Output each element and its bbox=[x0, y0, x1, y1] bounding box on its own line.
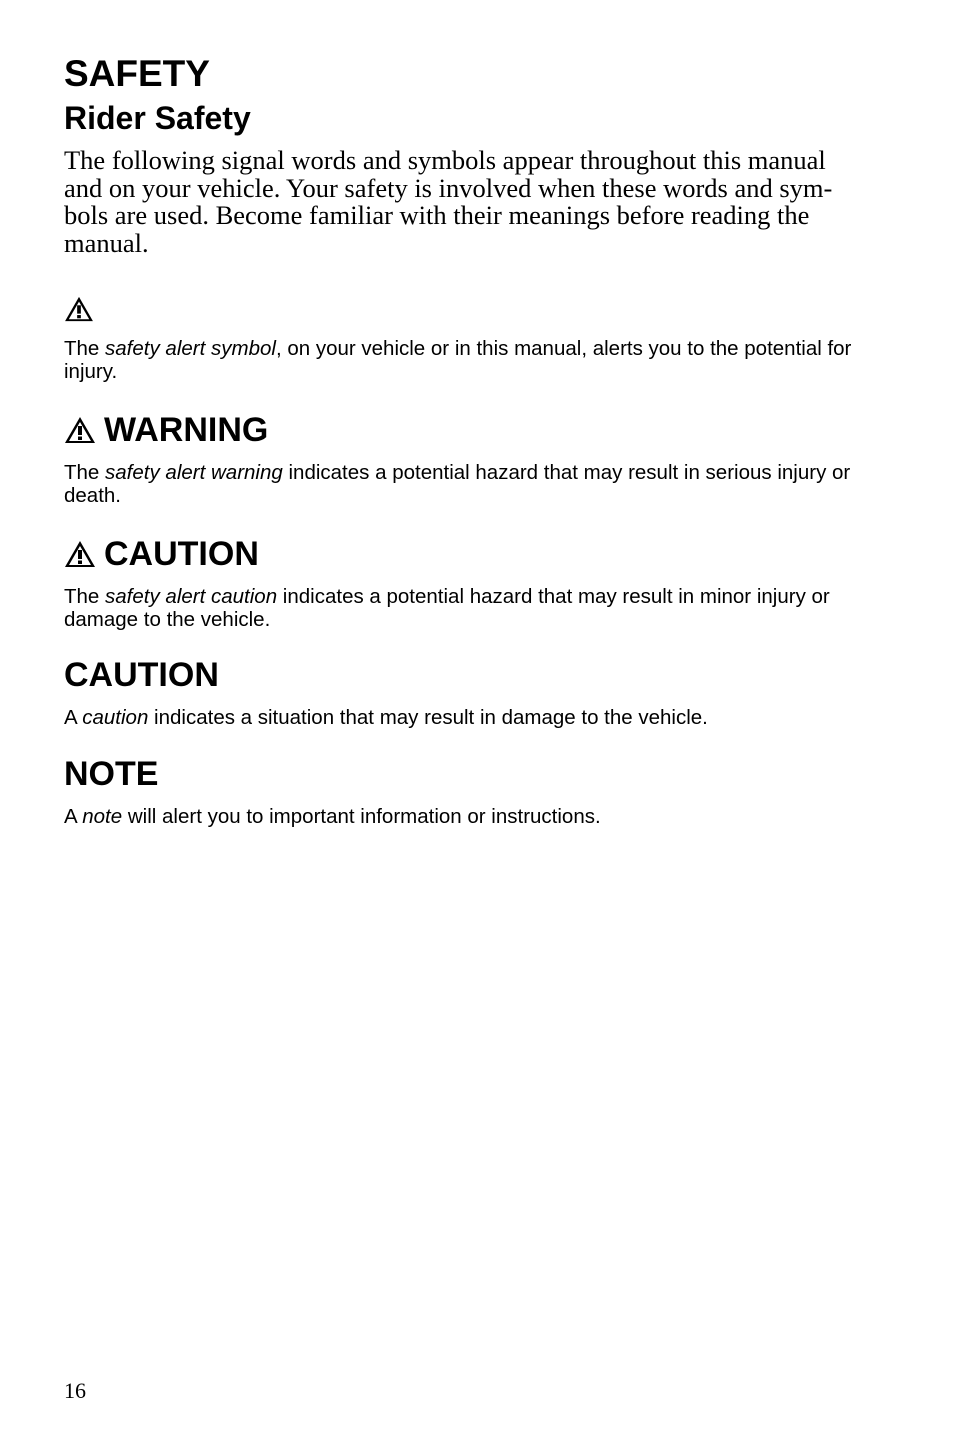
page-number: 16 bbox=[64, 1378, 86, 1403]
caution-pre: A bbox=[64, 706, 83, 729]
section-title: Rider Safety bbox=[64, 100, 251, 136]
warning-triangle-icon bbox=[64, 540, 96, 568]
note-description bbox=[64, 805, 864, 828]
caution-term: caution bbox=[82, 706, 149, 729]
caution-alert-pre: The bbox=[64, 585, 106, 608]
note-pre: A bbox=[64, 805, 83, 828]
caution-heading bbox=[64, 656, 219, 694]
caution-alert-term: safety alert caution bbox=[105, 585, 278, 608]
warning-pre: The bbox=[64, 461, 106, 484]
caution-alert-post: indicates a potential hazard that may result in minor injury or damage to the vehicle. bbox=[64, 585, 830, 631]
note-heading-label: NOTE bbox=[64, 755, 159, 793]
warning-triangle-icon bbox=[64, 296, 94, 322]
warning-triangle-icon bbox=[64, 416, 96, 444]
intro-paragraph: The following signal words and symbols appear throughout this manual and on your vehicle. Your safety is involved when these words and sym-bols are used. Become familiar with their meanings before reading the manual. bbox=[64, 145, 833, 258]
note-heading bbox=[64, 755, 158, 793]
alert-symbol-pre: The bbox=[64, 337, 106, 360]
alert-symbol-term: safety alert symbol bbox=[105, 337, 276, 360]
caution-description bbox=[64, 706, 864, 729]
alert-symbol-post: , on your vehicle or in this manual, alerts you to the potential for injury. bbox=[64, 337, 852, 383]
note-term: note bbox=[82, 805, 123, 828]
warning-term: safety alert warning bbox=[105, 461, 283, 484]
warning-heading bbox=[64, 411, 268, 449]
caution-heading-label: CAUTION bbox=[64, 656, 219, 694]
alert-symbol-description bbox=[64, 337, 864, 383]
caution-alert-heading-label: CAUTION bbox=[104, 535, 259, 573]
warning-heading-label: WARNING bbox=[104, 411, 269, 449]
warning-description bbox=[64, 461, 864, 507]
caution-alert-heading bbox=[64, 535, 259, 573]
note-post: will alert you to important information or instructions. bbox=[122, 805, 601, 828]
caution-post: indicates a situation that may result in damage to the vehicle. bbox=[148, 706, 708, 729]
page-title: SAFETY bbox=[64, 53, 210, 94]
caution-alert-description bbox=[64, 585, 864, 631]
warning-post: indicates a potential hazard that may result in serious injury or death. bbox=[64, 461, 851, 507]
